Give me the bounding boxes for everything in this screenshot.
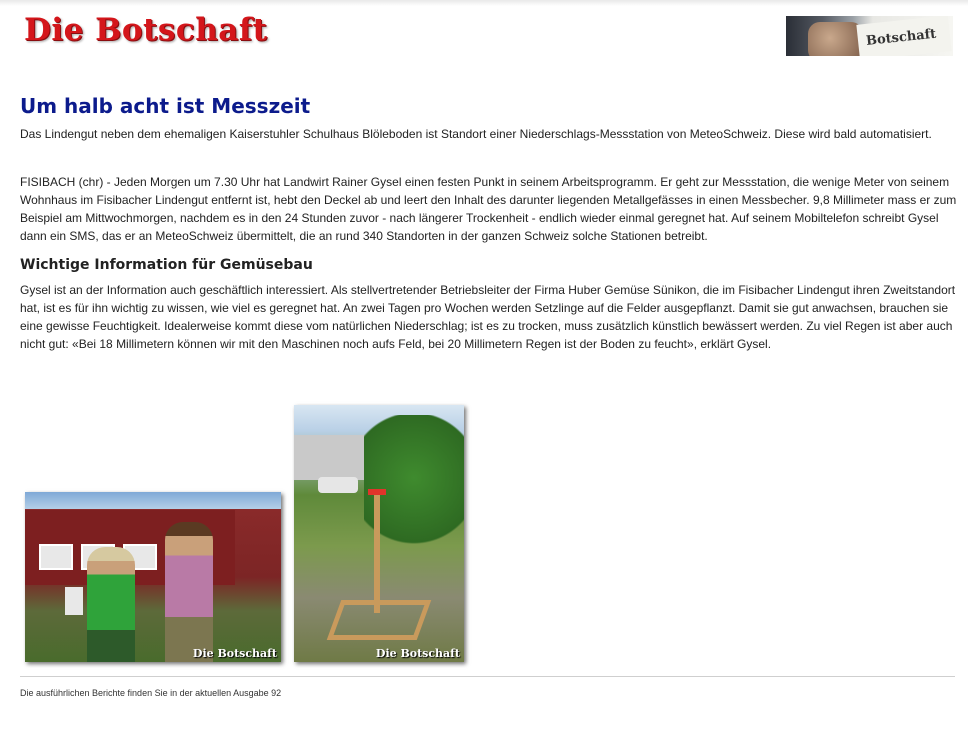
photo-man-green-shirt <box>87 547 135 662</box>
photo-window <box>39 544 73 570</box>
article-subheading: Wichtige Information für Gemüsebau <box>20 257 313 273</box>
photo-watermark: Die Botschaft <box>375 647 460 660</box>
photo-watermark: Die Botschaft <box>192 647 277 660</box>
site-logo[interactable]: Die Botschaft <box>24 12 268 48</box>
photo-car <box>318 477 358 493</box>
top-bar <box>0 0 968 6</box>
article-paragraph-1: FISIBACH (chr) - Jeden Morgen um 7.30 Uhr hat Landwirt Rainer Gysel einen festen Punkt in seinem Arbeitsprogramm. Er geht zur Messstation, die wenige Meter von seinem Wohnhaus im Fisibacher Lindengut entfernt ist, hebt den Deckel ab und leert den Inhalt des darunter liegenden Metallgefässes in einen Messbecher. 9,8 Millimeter mass er zum Beispiel am Mittwochmorgen, nachdem es in den 24 Stunden zuvor - nach längerer Trockenheit - endlich wieder einmal geregnet hat. Auf seinem Mobiltelefon schreibt Gysel dann ein SMS, das er an MeteoSchweiz übermittelt, die an rund 340 Standorten in der ganzen Schweiz solche Stationen betreibt. <box>20 175 957 243</box>
footer-note: Die ausführlichen Berichte finden Sie in der aktuellen Ausgabe 92 <box>20 688 282 698</box>
photo-rain-gauge <box>65 587 83 615</box>
photo-wooden-post <box>374 493 380 613</box>
photo-house <box>294 435 369 480</box>
banner-newspaper: Botschaft <box>856 16 951 56</box>
footer-divider <box>20 676 955 677</box>
article-title: Um halb acht ist Messzeit <box>20 94 311 118</box>
banner-hand <box>808 22 863 56</box>
article-paragraph-2: Gysel ist an der Information auch geschäftlich interessiert. Als stellvertretender Betriebsleiter der Firma Huber Gemüse Sünikon, die im Fisibacher Lindengut ihren Zweitstandort hat, ist es für ihn wichtig zu wissen, wie viel es geregnet hat. An zwei Tagen pro Wochen werden Setzlinge auf die Felder ausgepflanzt. Damit sie gut anwachsen, brauchen sie eine gewisse Feuchtigkeit. Idealerweise kommt diese vom natürlichen Niederschlag; ist es zu trocken, muss zusätzlich künstlich bewässert werden. Zu viel Regen ist aber auch nicht gut: «Bei 18 Millimetern können wir mit den Maschinen noch aufs Feld, bei 20 Millimetern Regen ist der Boden zu feucht», erklärt Gysel. <box>20 283 956 351</box>
photo-red-bracket <box>368 489 386 495</box>
photo-man-pink-shirt <box>165 522 213 662</box>
photo-measuring-station[interactable] <box>294 405 464 662</box>
article-lead: Das Lindengut neben dem ehemaligen Kaiserstuhler Schulhaus Blöleboden ist Standort einer Niederschlags-Messstation von MeteoSchweiz. Diese wird bald automatisiert. <box>20 127 932 141</box>
photo-wooden-frame <box>327 600 432 640</box>
photo-two-men-measuring[interactable] <box>25 492 281 662</box>
header-banner-image <box>786 16 953 56</box>
